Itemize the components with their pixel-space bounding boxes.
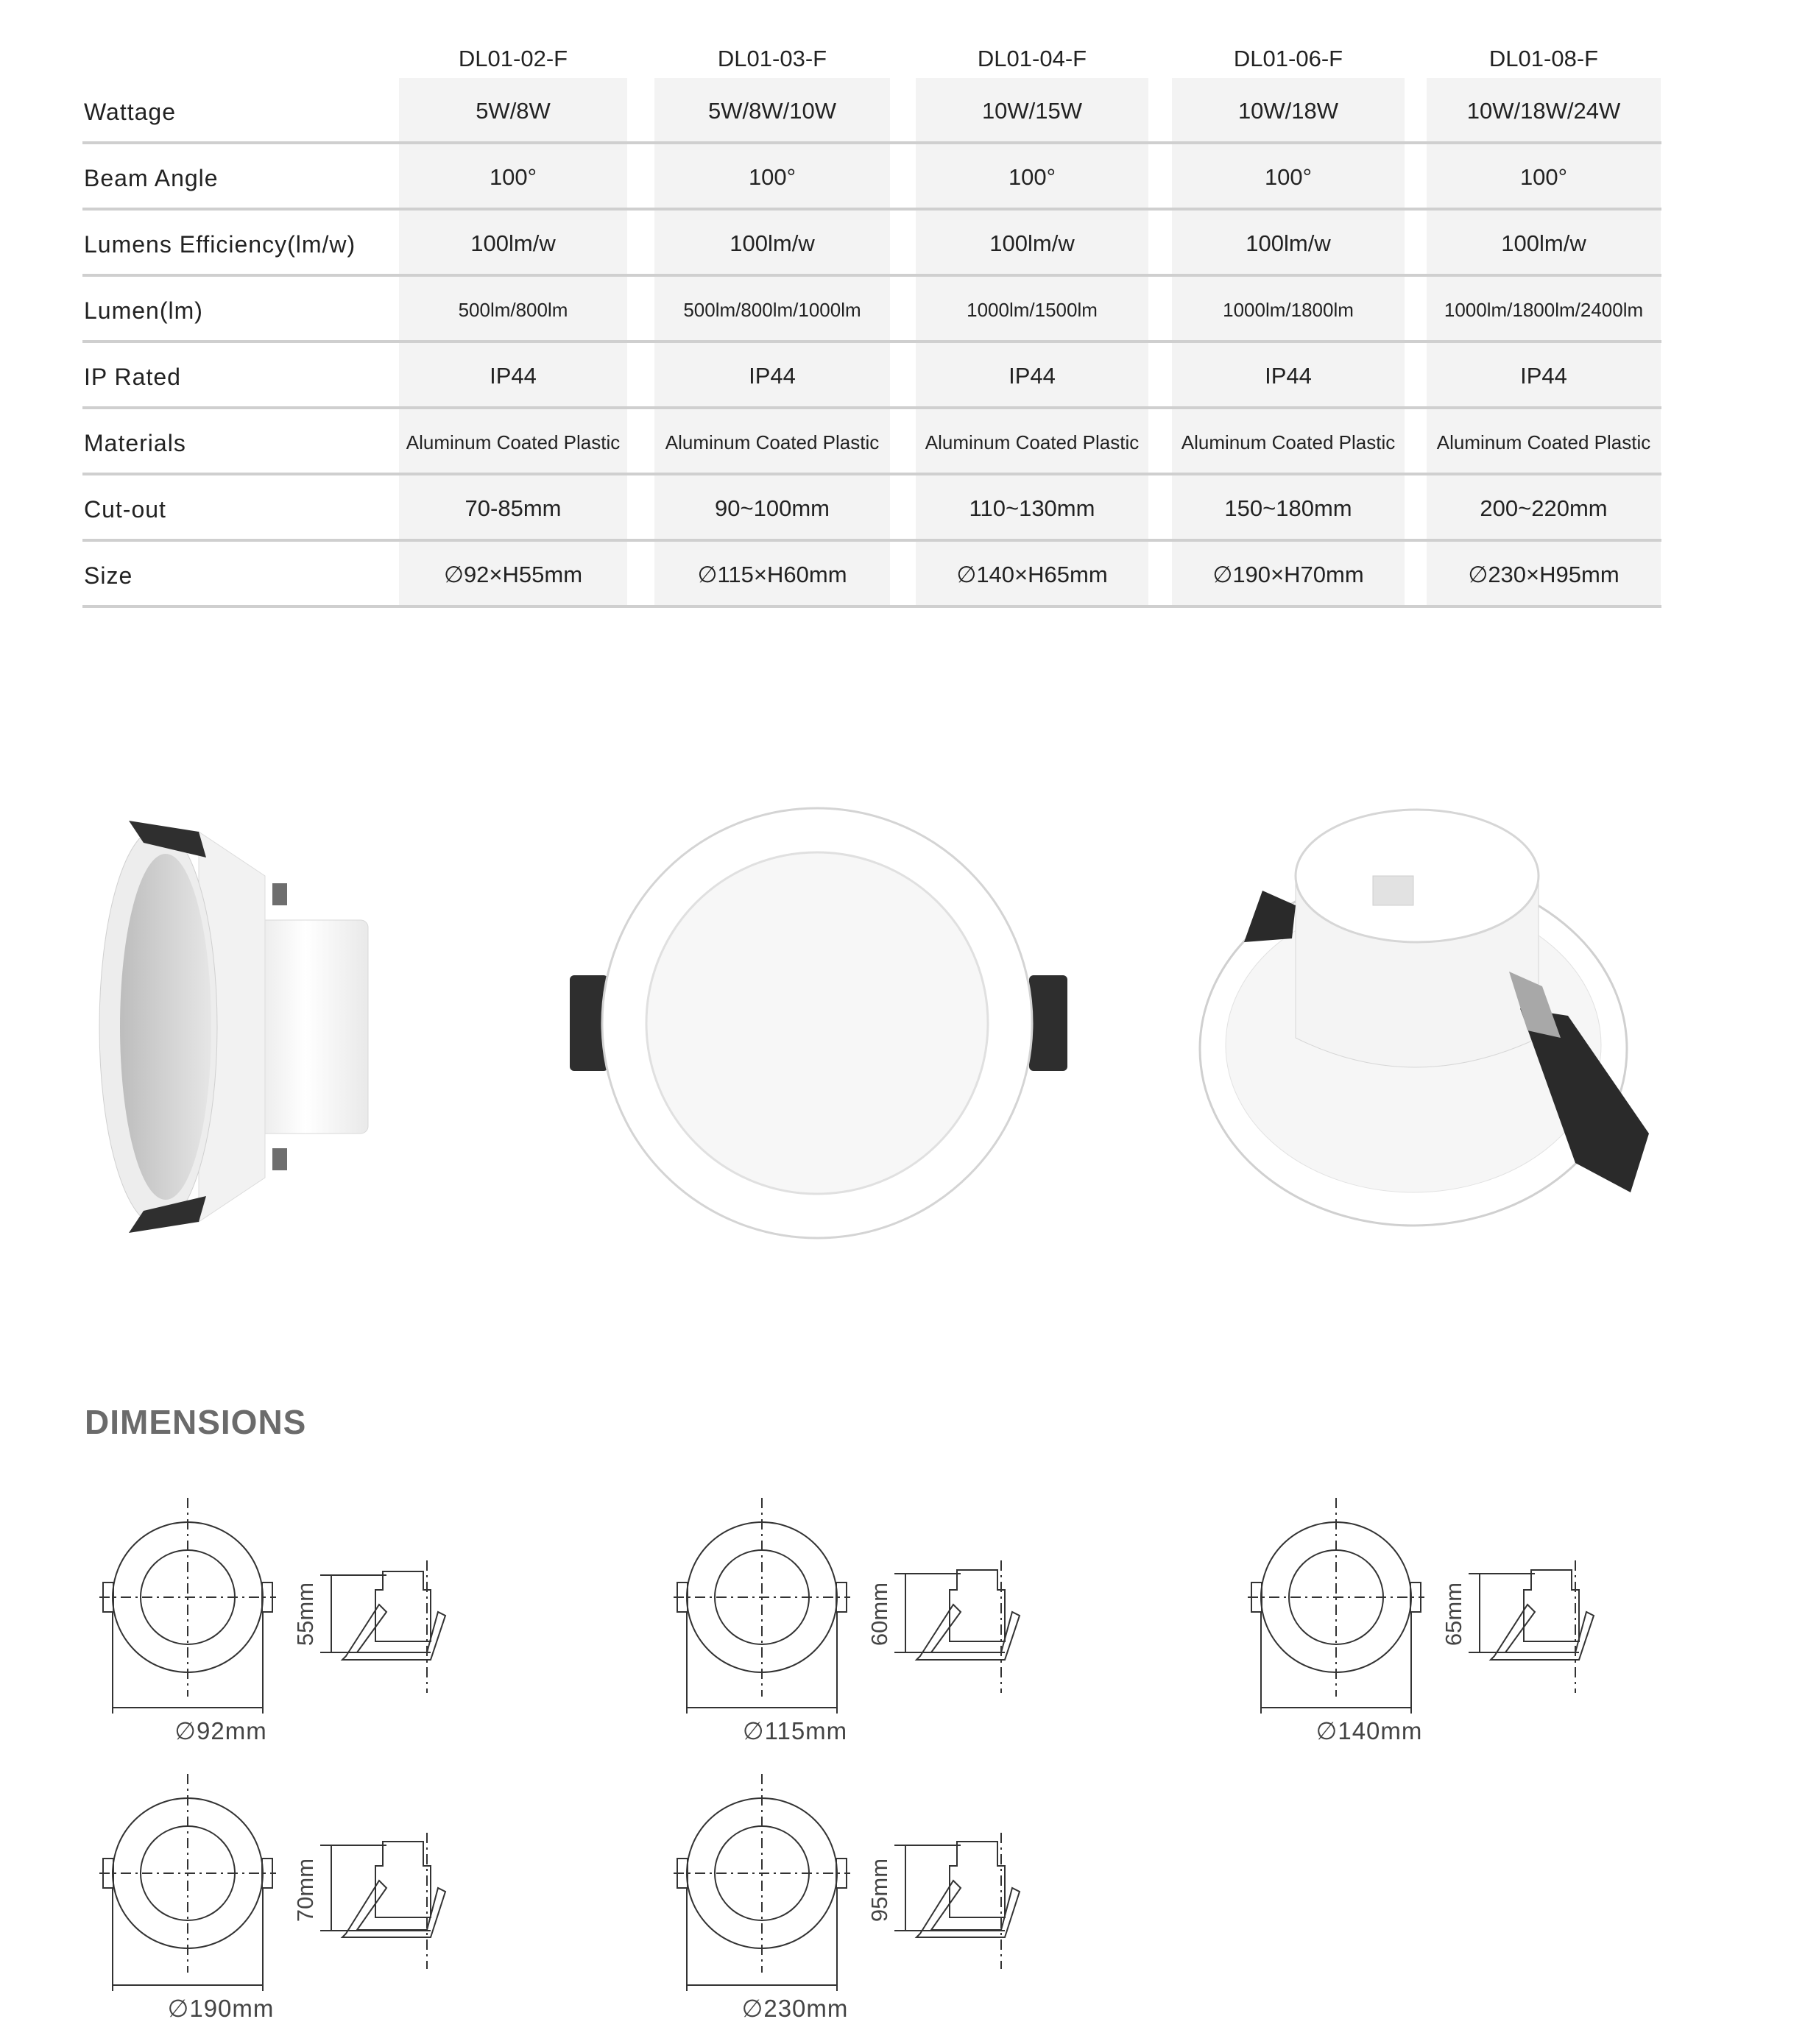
table-row-ip-rated [82, 343, 1661, 409]
table-cell: 10W/15W [916, 78, 1148, 141]
table-cell: 100lm/w [1427, 211, 1661, 274]
table-cell: 150~180mm [1172, 475, 1405, 539]
table-cell: 90~100mm [654, 475, 890, 539]
table-cell: Aluminum Coated Plastic [1172, 409, 1405, 473]
row-label: Lumen(lm) [84, 297, 203, 324]
diameter-label: ∅92mm [174, 1717, 267, 1744]
dimensions-title: DIMENSIONS [85, 1403, 307, 1441]
table-cell: 1000lm/1800lm/2400lm [1427, 277, 1661, 340]
table-cell: IP44 [916, 343, 1148, 406]
height-label: 95mm [866, 1858, 892, 1923]
table-cell: IP44 [1427, 343, 1661, 406]
row-label: Materials [84, 430, 186, 456]
row-label: IP Rated [84, 364, 181, 390]
height-label: 65mm [1441, 1582, 1466, 1647]
table-cell: Aluminum Coated Plastic [1427, 409, 1661, 473]
table-cell: IP44 [399, 343, 627, 406]
table-cell: Aluminum Coated Plastic [654, 409, 890, 473]
table-cell: 100° [1172, 144, 1405, 208]
dimension-drawing [1233, 1494, 1689, 1759]
table-cell: 10W/18W [1172, 78, 1405, 141]
table-cell: 1000lm/1500lm [916, 277, 1148, 340]
model-header: DL01-04-F [977, 46, 1087, 71]
table-row-lumens-efficiency [82, 211, 1661, 277]
dimension-drawing [85, 1494, 541, 1759]
model-header: DL01-08-F [1488, 46, 1599, 71]
model-header: DL01-02-F [458, 46, 568, 71]
table-cell: 100lm/w [916, 211, 1148, 274]
model-header: DL01-03-F [717, 46, 827, 71]
downlight-side-view-image [88, 788, 398, 1259]
table-cell: 110~130mm [916, 475, 1148, 539]
diameter-label: ∅115mm [742, 1717, 848, 1744]
table-cell: 100° [399, 144, 627, 208]
table-cell: Aluminum Coated Plastic [399, 409, 627, 473]
height-label: 70mm [292, 1858, 318, 1923]
table-cell: 100° [916, 144, 1148, 208]
table-cell: 100° [1427, 144, 1661, 208]
downlight-front-view-image [559, 795, 1075, 1251]
table-cell: 70-85mm [399, 475, 627, 539]
table-cell: ∅140×H65mm [916, 542, 1148, 605]
table-cell: 500lm/800lm [399, 277, 627, 340]
diameter-label: ∅140mm [1315, 1717, 1423, 1744]
table-cell: 1000lm/1800lm [1172, 277, 1405, 340]
model-header: DL01-06-F [1233, 46, 1343, 71]
table-row-lumen [82, 277, 1661, 343]
table-cell: 5W/8W/10W [654, 78, 890, 141]
table-cell: 5W/8W [399, 78, 627, 141]
table-row-cut-out [82, 475, 1661, 542]
table-cell: 100lm/w [1172, 211, 1405, 274]
table-row-size [82, 542, 1661, 608]
diameter-label: ∅190mm [167, 1995, 275, 2022]
table-cell: 200~220mm [1427, 475, 1661, 539]
row-label: Cut-out [84, 496, 166, 523]
table-row-wattage [82, 78, 1661, 144]
spec-table [82, 29, 1661, 608]
table-header-row [82, 29, 1661, 78]
diameter-label: ∅230mm [741, 1995, 849, 2022]
dimension-drawing [85, 1770, 541, 2035]
table-row-beam-angle [82, 144, 1661, 211]
table-cell: 100lm/w [399, 211, 627, 274]
table-cell: ∅190×H70mm [1172, 542, 1405, 605]
height-label: 55mm [292, 1582, 318, 1647]
table-cell: IP44 [1172, 343, 1405, 406]
row-label: Beam Angle [84, 165, 219, 191]
table-cell: 100° [654, 144, 890, 208]
table-cell: ∅230×H95mm [1427, 542, 1661, 605]
row-label: Size [84, 562, 133, 589]
dimension-drawing [659, 1494, 1115, 1759]
row-label: Wattage [84, 99, 176, 125]
row-label: Lumens Efficiency(lm/w) [84, 231, 356, 258]
height-label: 60mm [866, 1582, 892, 1647]
dimension-drawing [659, 1770, 1115, 2035]
table-cell: 100lm/w [654, 211, 890, 274]
table-cell: Aluminum Coated Plastic [916, 409, 1148, 473]
table-cell: ∅92×H55mm [399, 542, 627, 605]
table-cell: IP44 [654, 343, 890, 406]
table-row-materials [82, 409, 1661, 475]
table-cell: 10W/18W/24W [1427, 78, 1661, 141]
table-cell: 500lm/800lm/1000lm [654, 277, 890, 340]
downlight-rear-view-image [1193, 795, 1678, 1237]
table-cell: ∅115×H60mm [654, 542, 890, 605]
